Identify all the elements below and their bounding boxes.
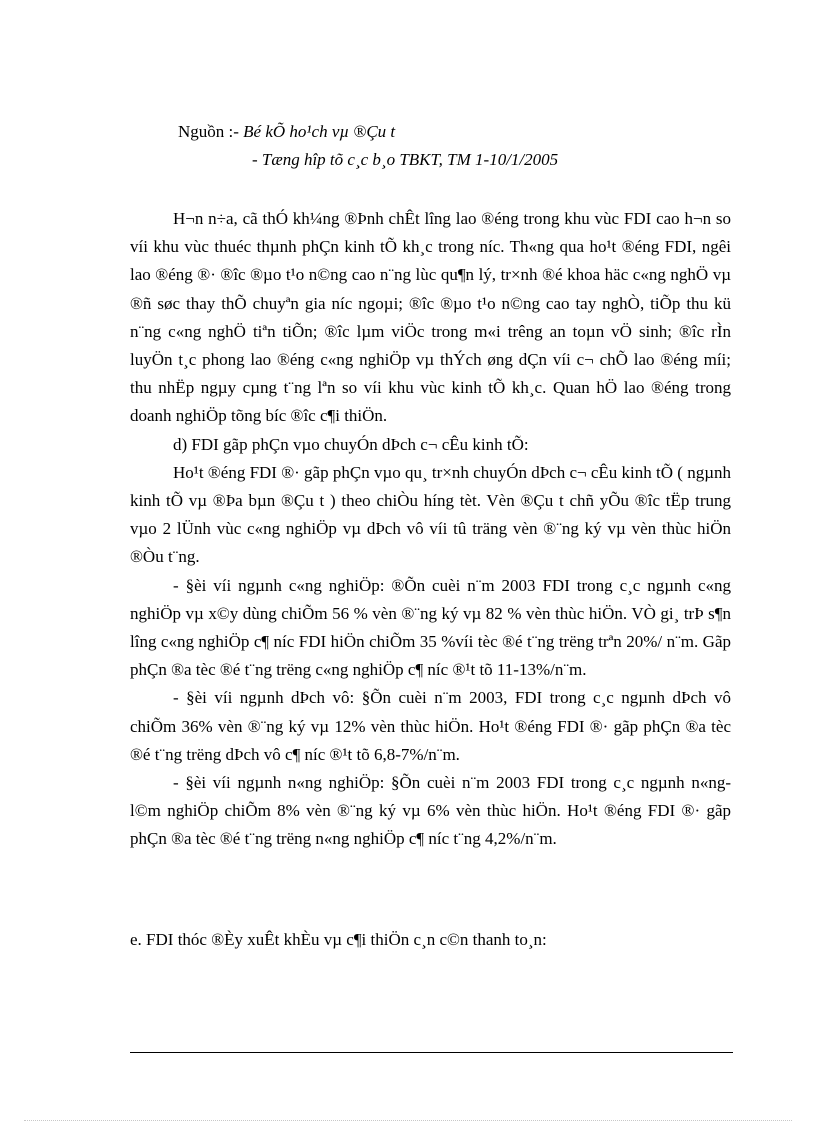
source-text-2: - Tæng hîp tõ c¸c b¸o TBKT, TM 1-10/1/2005	[252, 150, 559, 169]
footer-divider	[130, 1052, 733, 1053]
source-line-2	[252, 150, 558, 170]
paragraph-services: - §èi víi ngµnh dÞch vô: §Õn cuèi n¨m 2003, FDI trong c¸c ngµnh dÞch vô chiÕm 36% vèn ®¨ng ký vµ 12% vèn thùc hiÖn. Ho¹t ®éng FDI ®· gãp phÇn ®a tèc ®é t¨ng trëng dÞch vô c¶ níc ®¹t tõ 6,8-7%/n¨m.	[130, 688, 731, 764]
paragraph-industry: - §èi víi ngµnh c«ng nghiÖp: ®Õn cuèi n¨m 2003 FDI trong c¸c ngµnh c«ng nghiÖp vµ x©y dùng chiÕm 56 % vèn ®¨ng ký vµ 82 % vèn thùc hiÖn. VÒ gi¸ trÞ s¶n lîng c«ng nghiÖp c¶ níc FDI hiÖn chiÕm 35 %víi tèc ®é t¨ng trëng trªn 20%/ n¨m. Gãp phÇn ®a tèc ®é t¨ng trëng c«ng nghiÖp c¶ níc ®¹t tõ 11-13%/n¨m.	[130, 575, 731, 680]
source-line-1	[178, 122, 395, 142]
paragraph-labor-quality: H¬n n÷a, cã thÓ kh¼ng ®Þnh chÊt lîng lao ®éng trong khu vùc FDI cao h¬n so víi khu vùc thuéc thµnh phÇn kinh tÕ kh¸c trong níc. Th«ng qua ho¹t ®éng FDI, ngêi lao ®éng ®· ®îc ®µo t¹o n©ng cao n¨ng lùc qu¶n lý, tr×nh ®é khoa häc c«ng nghÖ vµ ®ñ søc thay thÕ chuyªn gia níc ngoµi; ®îc ®µo t¹o n©ng cao tay nghÒ, tiÕp thu kü n¨ng c«ng nghÖ tiªn tiÕn; ®îc lµm viÖc trong m«i trêng an toµn vÖ sinh; ®îc rÌn luyÖn t¸c phong lao ®éng c«ng nghiÖp vµ thÝch øng dÇn víi c¬ chÕ lao ®éng míi; thu nhËp ngµy cµng t¨ng lªn so víi khu vùc kinh tÕ kh¸c. Quan hÖ lao ®éng trong doanh nghiÖp tõng bíc ®îc c¶i thiÖn.	[130, 209, 731, 426]
source-label: Nguồn :-	[178, 122, 244, 141]
paragraph-agriculture: - §èi víi ngµnh n«ng nghiÖp: §Õn cuèi n¨m 2003 FDI trong c¸c ngµnh n«ng- l©m nghiÖp chiÕm 8% vèn ®¨ng ký vµ 6% vèn thùc hiÖn. Ho¹t ®éng FDI ®· gãp phÇn ®a tèc ®é t¨ng trëng n«ng nghiÖp c¶ níc t¨ng 4,2%/n¨m.	[130, 773, 731, 849]
section-heading-d: d) FDI gãp phÇn vµo chuyÓn dÞch c¬ cÊu kinh tÕ:	[173, 434, 529, 454]
source-text-1: Bé kÕ ho¹ch vµ ®Çu t	[243, 122, 396, 141]
section-heading-e: e. FDI thóc ®Èy xuÊt khÈu vµ c¶i thiÖn c¸n c©n thanh to¸n:	[130, 930, 547, 949]
paragraph-structure-shift: Ho¹t ®éng FDI ®· gãp phÇn vµo qu¸ tr×nh chuyÓn dÞch c¬ cÊu kinh tÕ ( ngµnh kinh tÕ vµ ®Þa bµn ®Çu t ) theo chiÒu híng tèt. Vèn ®Çu t chñ yÕu ®îc tËp trung vµo 2 lÜnh vùc c«ng nghiÖp vµ dÞch vô víi tû träng vèn ®¨ng ký vµ vèn thùc hiÖn ®Òu t¨ng.	[130, 462, 731, 567]
page-break-line	[24, 1120, 792, 1121]
body-text	[130, 205, 731, 854]
